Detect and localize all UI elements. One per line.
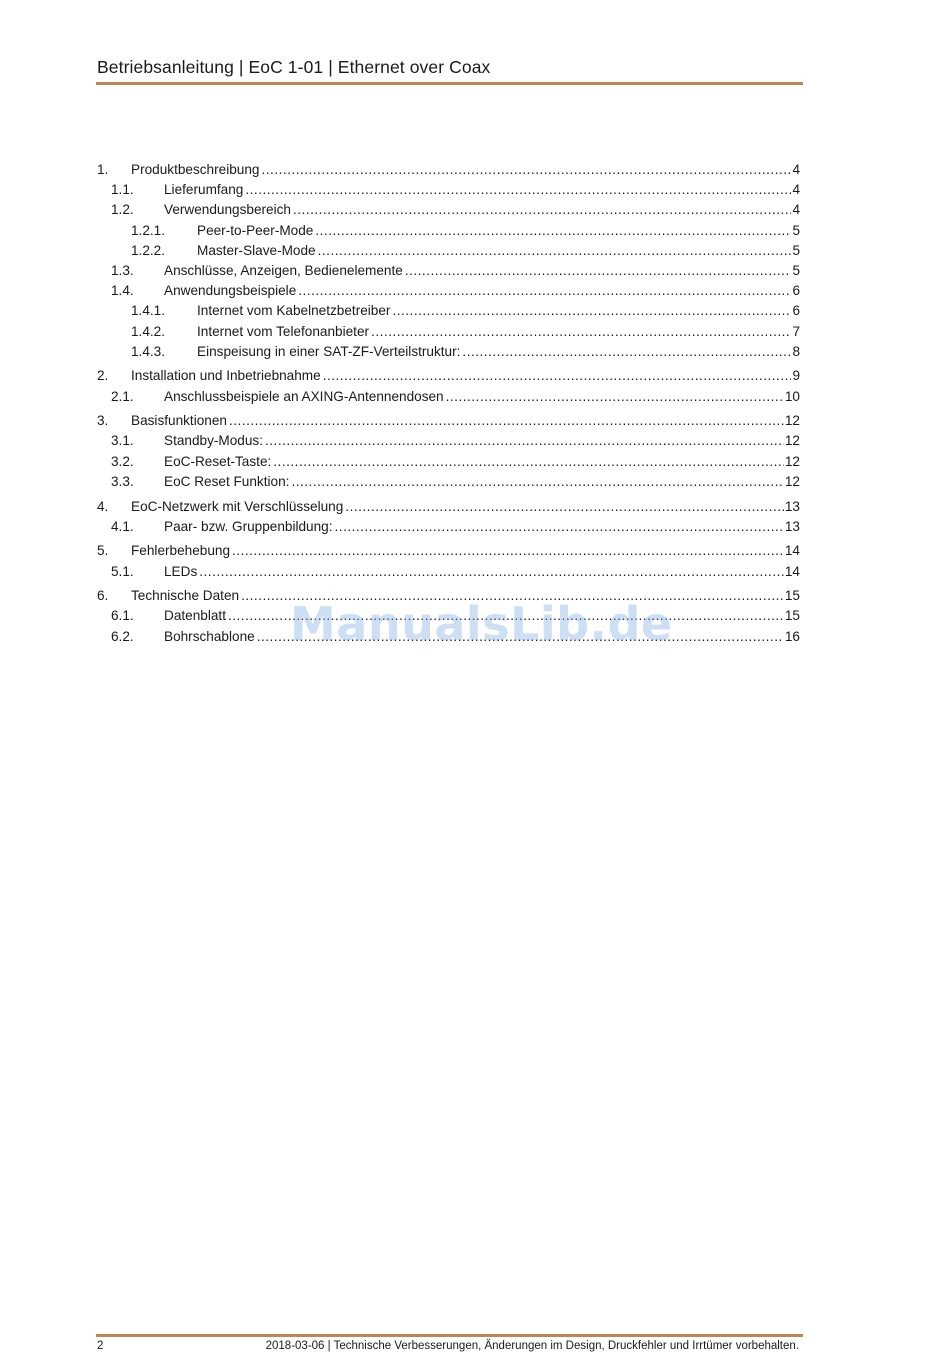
- toc-entry-number: 1.4.1.: [131, 303, 166, 319]
- toc-entry-page: 13: [784, 498, 800, 514]
- toc-entry-page: 14: [784, 543, 800, 559]
- toc-entry-page: 16: [784, 628, 800, 644]
- footer-note: 2018-03-06 | Technische Verbesserungen, Änderungen im Design, Druckfehler und Irrtümer vorbehalten.: [265, 1340, 799, 1352]
- toc-dot-leader: [446, 387, 784, 407]
- toc-entry-title[interactable]: Anwendungsbeispiele: [164, 283, 297, 299]
- toc-dot-leader: [265, 431, 784, 451]
- toc-entry-page: 6: [792, 303, 800, 319]
- toc-entry-number: 2.: [97, 368, 109, 384]
- toc-entry-page: 15: [784, 608, 800, 624]
- toc-entry-number: 1.4.2.: [131, 323, 166, 339]
- toc-entry-number: 6.: [97, 588, 109, 604]
- footer-page-number: 2: [97, 1340, 104, 1352]
- toc-entry-number: 1.2.: [111, 202, 134, 218]
- toc-dot-leader: [371, 322, 791, 342]
- toc-entry[interactable]: [97, 180, 800, 200]
- toc-dot-leader: [245, 180, 791, 200]
- toc-entry[interactable]: [97, 517, 800, 537]
- toc-dot-leader: [273, 452, 784, 472]
- toc-entry-page: 5: [792, 222, 800, 238]
- toc-entry[interactable]: [97, 221, 800, 241]
- toc-entry-number: 6.2.: [111, 628, 134, 644]
- toc-dot-leader: [315, 221, 791, 241]
- toc-dot-leader: [291, 472, 783, 492]
- toc-dot-leader: [318, 241, 792, 261]
- toc-entry-title[interactable]: Basisfunktionen: [131, 413, 227, 429]
- toc-entry-title[interactable]: Master-Slave-Mode: [197, 242, 316, 258]
- toc-entry-title[interactable]: Datenblatt: [164, 608, 226, 624]
- toc-entry-title[interactable]: Anschlüsse, Anzeigen, Bedienelemente: [164, 262, 403, 278]
- toc-entry[interactable]: [97, 497, 800, 517]
- toc-entry-number: 1.: [97, 162, 109, 177]
- toc-dot-leader: [298, 281, 791, 301]
- toc-entry-number: 1.4.3.: [131, 343, 166, 359]
- toc-dot-leader: [405, 261, 792, 281]
- toc-entry-page: 4: [792, 202, 800, 218]
- toc-entry[interactable]: [97, 200, 800, 220]
- toc-entry-number: 1.3.: [111, 262, 134, 278]
- toc-entry-number: 1.2.2.: [131, 242, 166, 258]
- toc-entry-number: 1.4.: [111, 283, 134, 299]
- header-divider: [96, 82, 803, 85]
- toc-entry-page: 12: [784, 453, 800, 469]
- table-of-contents: [97, 160, 800, 647]
- toc-entry-title[interactable]: Internet vom Telefonanbieter: [197, 323, 370, 339]
- page-header-title: Betriebsanleitung | EoC 1-01 | Ethernet over Coax: [97, 57, 491, 77]
- toc-entry-page: 13: [784, 518, 800, 534]
- toc-entry[interactable]: [97, 241, 800, 261]
- toc-entry-title[interactable]: LEDs: [164, 563, 198, 579]
- toc-entry-page: 7: [792, 323, 800, 339]
- toc-entry-number: 3.3.: [111, 473, 134, 489]
- toc-entry-title[interactable]: Produktbeschreibung: [131, 162, 260, 177]
- toc-entry-title[interactable]: EoC-Reset-Taste:: [164, 453, 272, 469]
- toc-entry-title[interactable]: Verwendungsbereich: [164, 202, 291, 218]
- toc-dot-leader: [293, 200, 791, 220]
- toc-entry-title[interactable]: Einspeisung in einer SAT-ZF-Verteilstruktur:: [197, 343, 461, 359]
- toc-dot-leader: [199, 562, 784, 582]
- toc-entry-title[interactable]: Anschlussbeispiele an AXING-Antennendosen: [164, 388, 444, 404]
- watermark-text: ManualsLib.de: [290, 597, 673, 651]
- toc-entry[interactable]: [97, 342, 800, 362]
- toc-entry-number: 4.: [97, 498, 109, 514]
- toc-entry-page: 8: [792, 343, 800, 359]
- toc-entry-title[interactable]: Technische Daten: [131, 588, 240, 604]
- toc-entry[interactable]: [97, 322, 800, 342]
- toc-entry[interactable]: [97, 366, 800, 386]
- toc-entry-title[interactable]: Fehlerbehebung: [131, 543, 231, 559]
- toc-entry-title[interactable]: Lieferumfang: [164, 182, 244, 198]
- toc-entry[interactable]: [97, 541, 800, 561]
- toc-dot-leader: [335, 517, 784, 537]
- toc-entry-number: 1.2.1.: [131, 222, 166, 238]
- toc-dot-leader: [261, 160, 791, 180]
- toc-entry[interactable]: [97, 281, 800, 301]
- toc-entry[interactable]: [97, 431, 800, 451]
- toc-entry-page: 4: [792, 162, 800, 177]
- toc-entry-title[interactable]: Standby-Modus:: [164, 433, 263, 449]
- toc-entry-title[interactable]: EoC-Netzwerk mit Verschlüsselung: [131, 498, 344, 514]
- toc-entry-page: 10: [784, 388, 800, 404]
- toc-entry-page: 5: [792, 242, 800, 258]
- toc-entry-page: 12: [784, 413, 800, 429]
- toc-entry[interactable]: [97, 452, 800, 472]
- toc-entry-page: 9: [792, 368, 800, 384]
- toc-entry-title[interactable]: Internet vom Kabelnetzbetreiber: [197, 303, 391, 319]
- toc-dot-leader: [232, 541, 784, 561]
- toc-dot-leader: [229, 411, 784, 431]
- toc-entry-title[interactable]: Bohrschablone: [164, 628, 255, 644]
- toc-entry-number: 4.1.: [111, 518, 134, 534]
- toc-entry-title[interactable]: Paar- bzw. Gruppenbildung:: [164, 518, 333, 534]
- toc-entry-title[interactable]: EoC Reset Funktion:: [164, 473, 290, 489]
- toc-entry[interactable]: [97, 261, 800, 281]
- toc-entry-number: 5.1.: [111, 563, 134, 579]
- toc-entry-number: 3.2.: [111, 453, 134, 469]
- toc-entry-page: 14: [784, 563, 800, 579]
- toc-dot-leader: [392, 301, 791, 321]
- toc-entry[interactable]: [97, 562, 800, 582]
- toc-entry-number: 2.1.: [111, 388, 134, 404]
- toc-entry-title[interactable]: Peer-to-Peer-Mode: [197, 222, 314, 238]
- toc-entry-number: 3.: [97, 413, 109, 429]
- toc-entry-page: 5: [792, 262, 800, 278]
- toc-entry-page: 15: [784, 588, 800, 604]
- toc-entry-page: 4: [792, 182, 800, 198]
- toc-entry[interactable]: [97, 472, 800, 492]
- toc-entry[interactable]: [97, 301, 800, 321]
- toc-dot-leader: [323, 366, 792, 386]
- toc-entry-number: 3.1.: [111, 433, 134, 449]
- toc-entry-number: 1.1.: [111, 182, 134, 198]
- toc-entry-page: 6: [792, 283, 800, 299]
- toc-entry[interactable]: [97, 160, 800, 180]
- footer-divider: [96, 1334, 803, 1337]
- toc-entry-page: 12: [784, 433, 800, 449]
- toc-entry-number: 6.1.: [111, 608, 134, 624]
- toc-entry[interactable]: [97, 411, 800, 431]
- toc-entry-number: 5.: [97, 543, 109, 559]
- toc-entry-title[interactable]: Installation und Inbetriebnahme: [131, 368, 321, 384]
- toc-dot-leader: [345, 497, 784, 517]
- toc-dot-leader: [462, 342, 791, 362]
- toc-entry[interactable]: [97, 387, 800, 407]
- toc-entry-page: 12: [784, 473, 800, 489]
